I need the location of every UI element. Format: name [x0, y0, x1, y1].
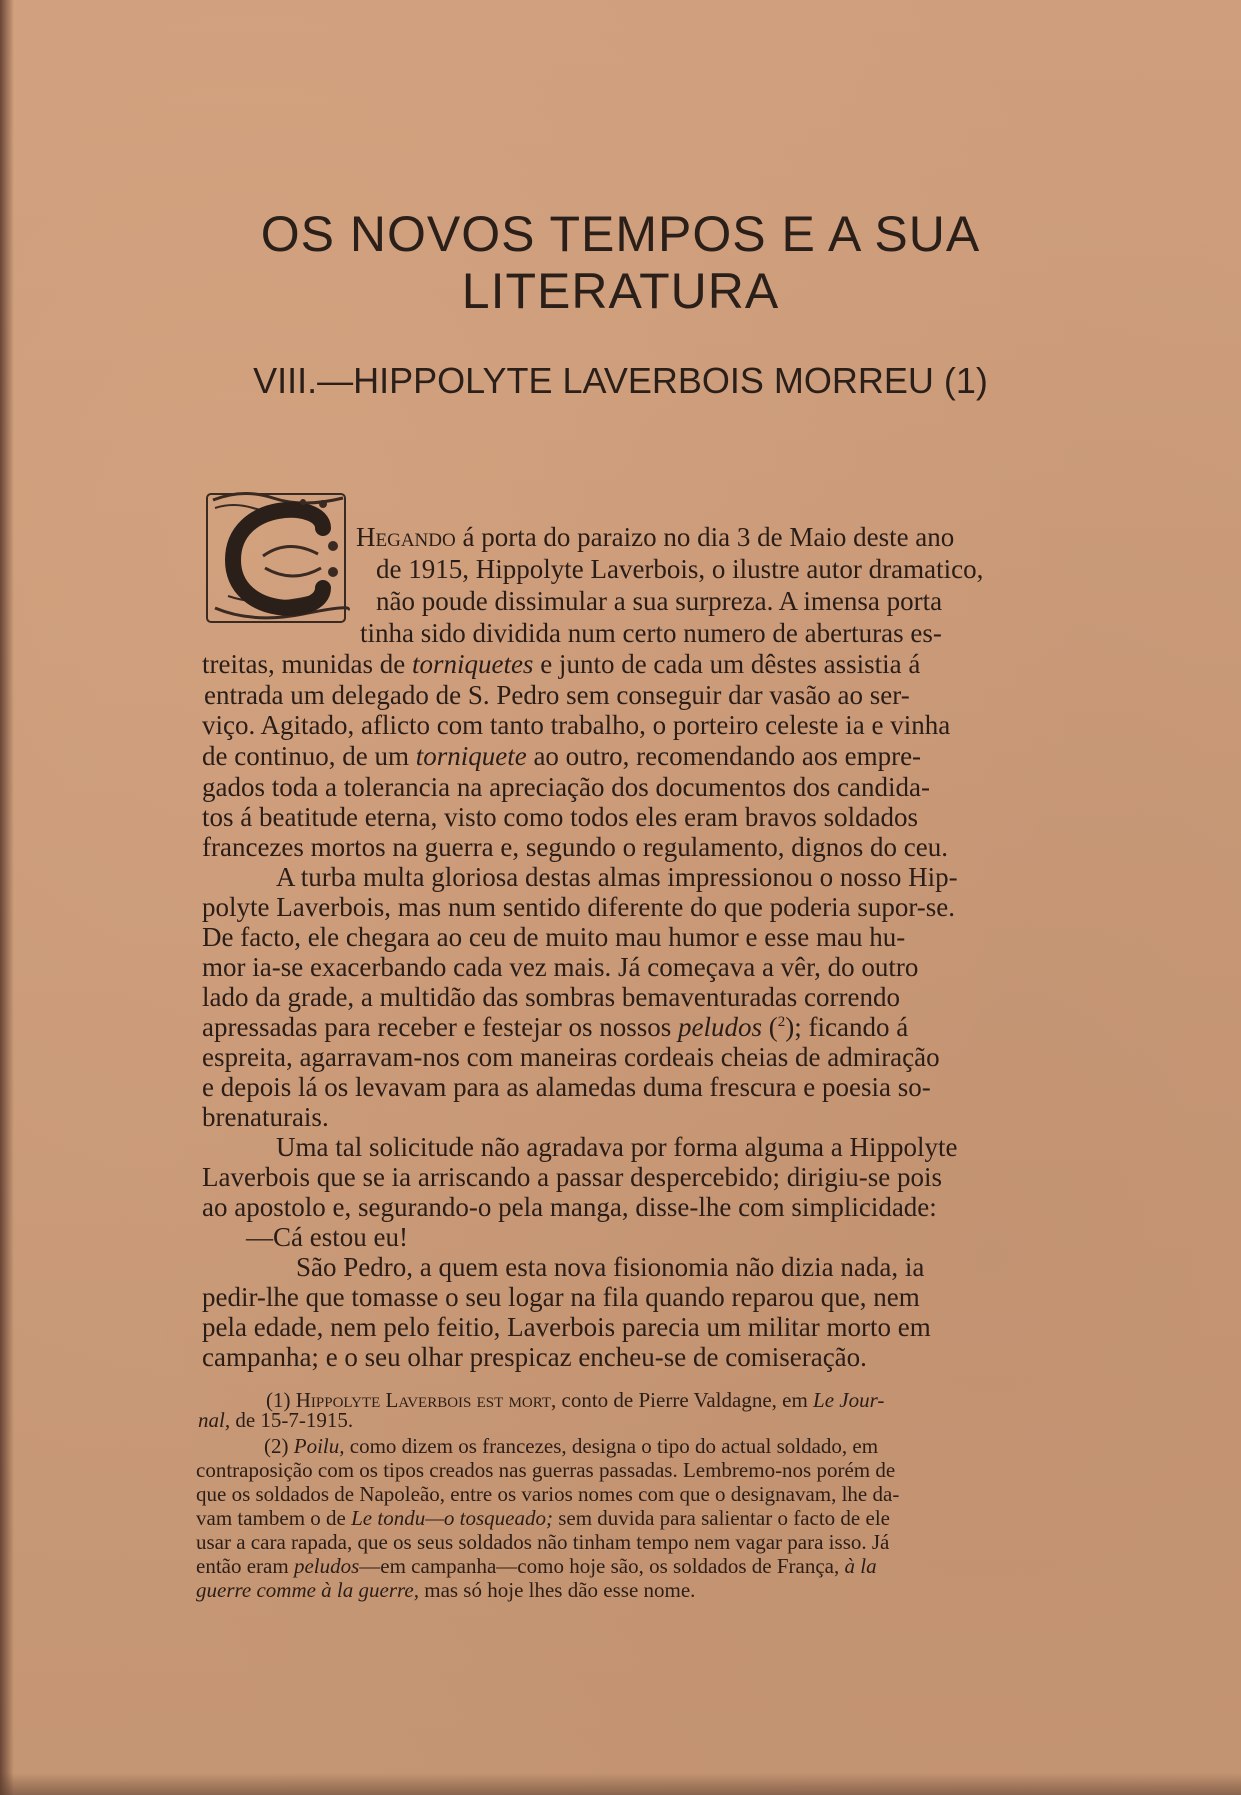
body-line: de 1915, Hippolyte Laverbois, o ilustre autor dramatico,	[376, 554, 984, 584]
footnote-1-journal: Le Jour-	[813, 1388, 885, 1412]
footnote-1-line-2	[198, 1408, 353, 1433]
footnote-1-title: Hippolyte Laverbois est mort,	[295, 1388, 557, 1412]
footnote-2-line: que os soldados de Napoleão, entre os varios nomes com que o designavam, lhe da-	[196, 1482, 900, 1506]
body-line: Laverbois que se ia arriscando a passar despercebido; dirigiu-se pois	[202, 1162, 942, 1192]
body-line: ao apostolo e, segurando-o pela manga, disse-lhe com simplicidade:	[202, 1192, 937, 1222]
footnote-2-line: contraposição com os tipos creados nas guerras passadas. Lembremo-nos porém de	[196, 1458, 896, 1482]
footnote-2-line: vam tambem o de Le tondu—o tosqueado; sem duvida para salientar o facto de ele	[196, 1506, 890, 1530]
body-line: campanha; e o seu olhar prespicaz encheu-se de comiseração.	[202, 1342, 867, 1372]
title-line-1: OS NOVOS TEMPOS E A SUA	[260, 206, 981, 262]
footnote-1-text: conto de Pierre Valdagne, em	[561, 1388, 808, 1412]
body-line: treitas, munidas de torniquetes e junto de cada um dêstes assistia á	[202, 649, 921, 679]
footnote-2-line: guerre comme à la guerre, mas só hoje lhes dão esse nome.	[196, 1578, 696, 1602]
body-line: pela edade, nem pelo feitio, Laverbois parecia um militar morto em	[202, 1312, 931, 1342]
body-line: polyte Laverbois, mas num sentido diferente do que poderia supor-se.	[202, 892, 956, 922]
title-line-2: LITERATURA	[461, 263, 780, 319]
body-line: espreita, agarravam-nos com maneiras cordeais cheias de admiração	[202, 1042, 940, 1072]
body-line: —Cá estou eu!	[246, 1222, 408, 1252]
footnote-2-line: então eram peludos—em campanha—como hoje são, os soldados de França, à la	[196, 1554, 877, 1578]
ornamental-drop-cap-c	[203, 488, 353, 630]
body-line: francezes mortos na guerra e, segundo o regulamento, dignos do ceu.	[202, 832, 948, 862]
body-line: Hegando á porta do paraizo no dia 3 de Maio deste ano	[356, 522, 955, 552]
body-line: pedir-lhe que tomasse o seu logar na fila quando reparou que, nem	[202, 1282, 920, 1312]
footnote-marker: (1)	[266, 1388, 291, 1412]
body-line: apressadas para receber e festejar os nossos peludos ($^2$); ficando á	[202, 1012, 909, 1042]
body-line: mor ia-se exacerbando cada vez mais. Já começava a vêr, do outro	[202, 952, 919, 982]
body-line: lado da grade, a multidão das sombras bemaventuradas correndo	[202, 982, 901, 1012]
footnote-1-date: de 15-7-1915.	[235, 1408, 354, 1432]
body-line: gados toda a tolerancia na apreciação dos documentos dos candida-	[202, 772, 930, 802]
body-line: entrada um delegado de S. Pedro sem conseguir dar vasão ao ser-	[204, 680, 910, 710]
body-line: São Pedro, a quem esta nova fisionomia não dizia nada, ia	[296, 1252, 925, 1282]
footnote-2-line: (2) Poilu, como dizem os francezes, designa o tipo do actual soldado, em	[264, 1434, 879, 1458]
body-line: Uma tal solicitude não agradava por forma alguma a Hippolyte	[276, 1132, 958, 1162]
page-bottom-shadow	[0, 1773, 1241, 1795]
body-line: não poude dissimular a sua surpreza. A imensa porta	[376, 586, 943, 616]
chapter-heading-text: VIII.—HIPPOLYTE LAVERBOIS MORREU	[253, 360, 934, 401]
footnote-1-line-1	[266, 1388, 884, 1413]
body-line: tinha sido dividida num certo numero de aberturas es-	[360, 618, 942, 648]
body-line: A turba multa gloriosa destas almas impressionou o nosso Hip-	[276, 862, 958, 892]
body-line: brenaturais.	[202, 1102, 329, 1132]
footnote-1-journal-cont: nal,	[198, 1408, 231, 1432]
body-line: de continuo, de um torniquete ao outro, recomendando aos empre-	[202, 741, 922, 771]
chapter-heading	[0, 360, 1241, 402]
body-line: De facto, ele chegara ao ceu de muito mau humor e esse mau hu-	[202, 922, 906, 952]
body-line: e depois lá os levavam para as alamedas duma frescura e poesia so-	[202, 1072, 931, 1102]
body-line: viço. Agitado, aflicto com tanto trabalho, o porteiro celeste ia e vinha	[202, 710, 951, 740]
chapter-note-ref: (1)	[943, 360, 988, 401]
body-line: tos á beatitude eterna, visto como todos eles eram bravos soldados	[202, 802, 919, 832]
footnote-2-line: usar a cara rapada, que os seus soldados não tinham tempo nem vagar para isso. Já	[196, 1530, 890, 1554]
